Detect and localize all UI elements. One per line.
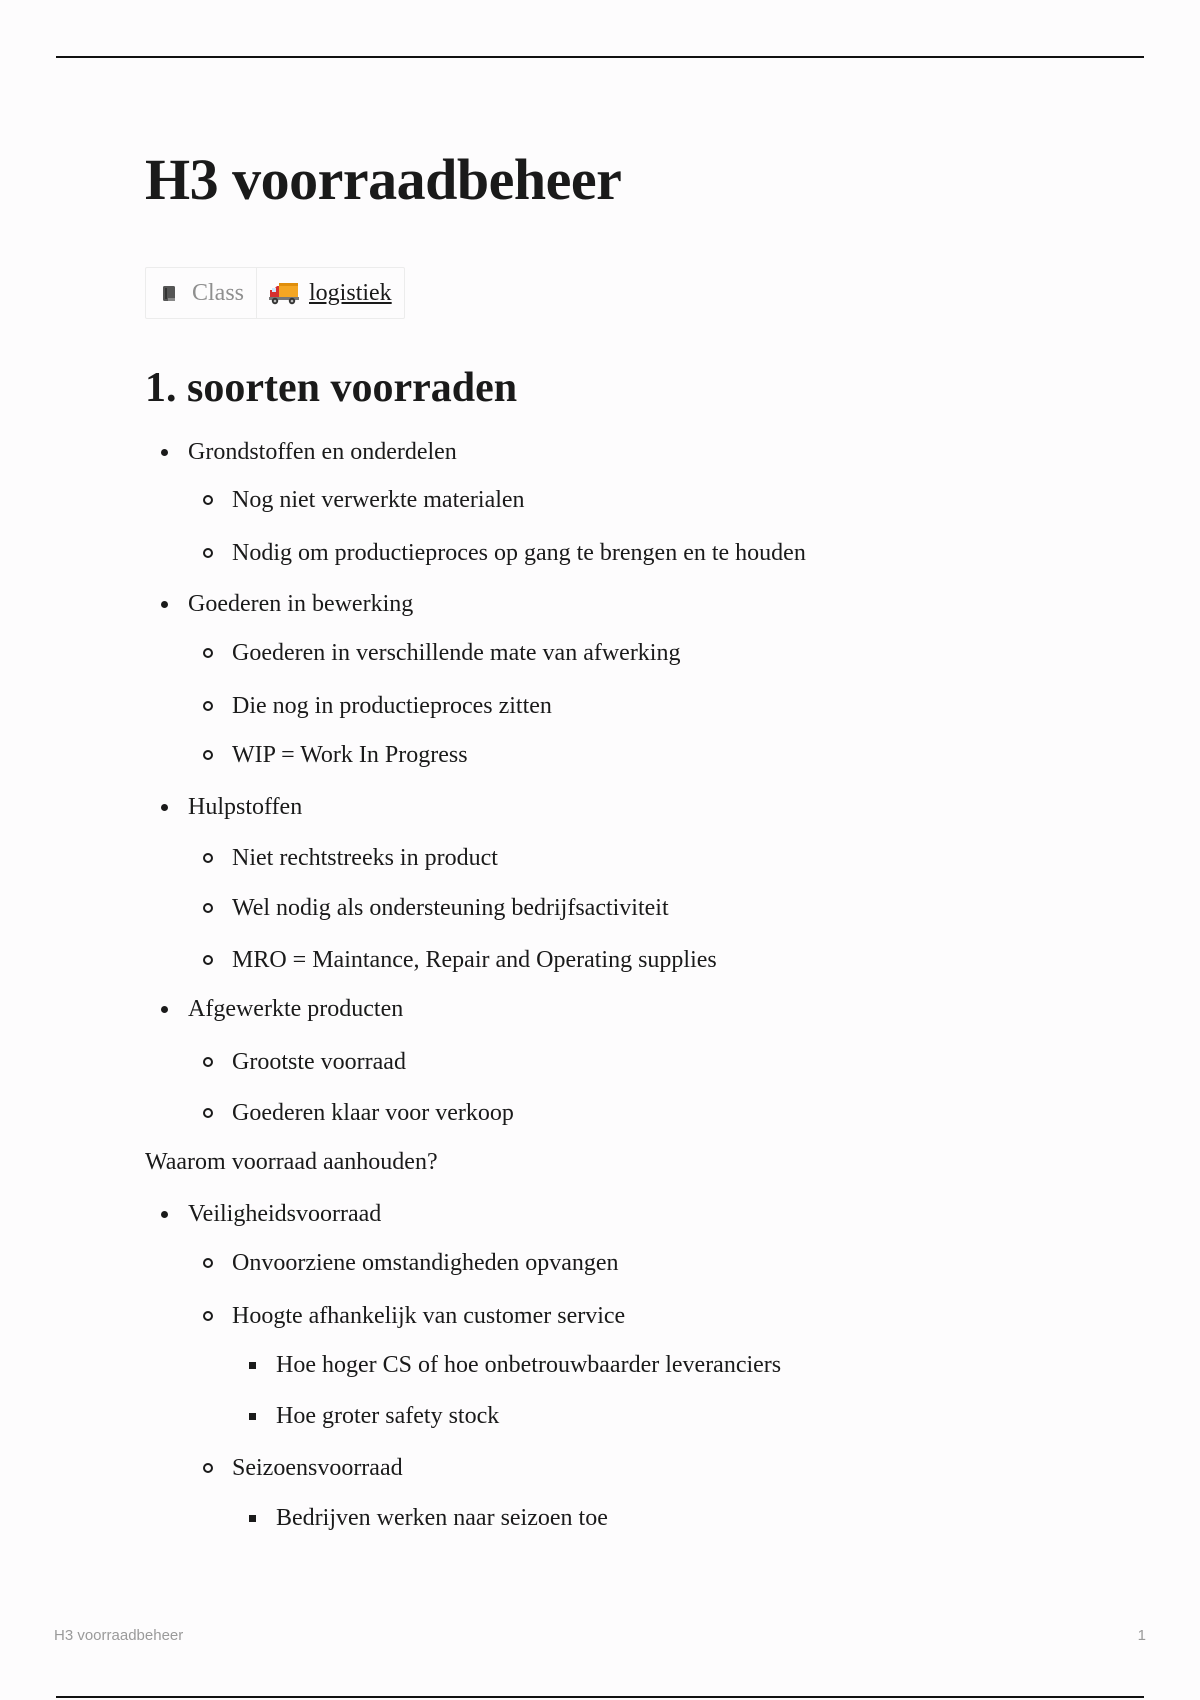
list-item: Afgewerkte producten (188, 996, 404, 1022)
list-item: Wel nodig als ondersteuning bedrijfsactiviteit (232, 895, 669, 921)
bullet-disc (161, 1006, 168, 1013)
list-item: Hulpstoffen (188, 794, 303, 820)
bullet-circle (203, 1258, 213, 1268)
list-item: Grondstoffen en onderdelen (188, 439, 457, 465)
delivery-truck-icon (269, 280, 299, 306)
footer-doc-title: H3 voorraadbeheer (54, 1627, 184, 1644)
bullet-square (249, 1362, 256, 1369)
list-item: Goederen klaar voor verkoop (232, 1100, 514, 1126)
bullet-disc (161, 1211, 168, 1218)
list-item: Nodig om productieproces op gang te brengen en te houden (232, 540, 806, 566)
list-item: Die nog in productieproces zitten (232, 693, 552, 719)
book-icon (162, 285, 176, 302)
bullet-circle (203, 1108, 213, 1118)
class-value-link[interactable]: logistiek (309, 279, 392, 306)
list-item: Goederen in bewerking (188, 591, 414, 617)
bullet-square (249, 1515, 256, 1522)
list-item: MRO = Maintance, Repair and Operating supplies (232, 947, 717, 973)
paragraph: Waarom voorraad aanhouden? (145, 1149, 438, 1175)
property-name-class (146, 268, 257, 318)
bullet-circle (203, 1463, 213, 1473)
property-label: Class (192, 279, 245, 306)
list-item: Nog niet verwerkte materialen (232, 487, 525, 513)
list-item: WIP = Work In Progress (232, 742, 468, 768)
list-item: Seizoensvoorraad (232, 1455, 403, 1481)
bullet-circle (203, 750, 213, 760)
section-heading: 1. soorten voorraden (145, 365, 518, 411)
list-item: Onvoorziene omstandigheden opvangen (232, 1250, 619, 1276)
bullet-circle (203, 903, 213, 913)
bullet-disc (161, 601, 168, 608)
list-item: Hoe groter safety stock (276, 1403, 500, 1429)
list-item: Goederen in verschillende mate van afwerking (232, 640, 681, 666)
list-item: Hoe hoger CS of hoe onbetrouwbaarder leveranciers (276, 1352, 782, 1378)
property-row (145, 267, 405, 319)
bullet-circle (203, 495, 213, 505)
list-item: Veiligheidsvoorraad (188, 1201, 382, 1227)
bottom-rule (56, 1696, 1144, 1698)
bullet-square (249, 1413, 256, 1420)
bullet-circle (203, 1311, 213, 1321)
bullet-circle (203, 701, 213, 711)
list-item: Grootste voorraad (232, 1049, 406, 1075)
page-title: H3 voorraadbeheer (145, 147, 622, 212)
property-value-class[interactable] (257, 268, 404, 318)
bullet-circle (203, 548, 213, 558)
list-item: Bedrijven werken naar seizoen toe (276, 1505, 608, 1531)
list-item: Niet rechtstreeks in product (232, 845, 498, 871)
bullet-circle (203, 853, 213, 863)
bullet-circle (203, 648, 213, 658)
footer-page-number: 1 (1137, 1627, 1146, 1644)
bullet-circle (203, 955, 213, 965)
bullet-disc (161, 804, 168, 811)
bullet-disc (161, 449, 168, 456)
list-item: Hoogte afhankelijk van customer service (232, 1303, 626, 1329)
bullet-circle (203, 1057, 213, 1067)
top-rule (56, 56, 1144, 58)
